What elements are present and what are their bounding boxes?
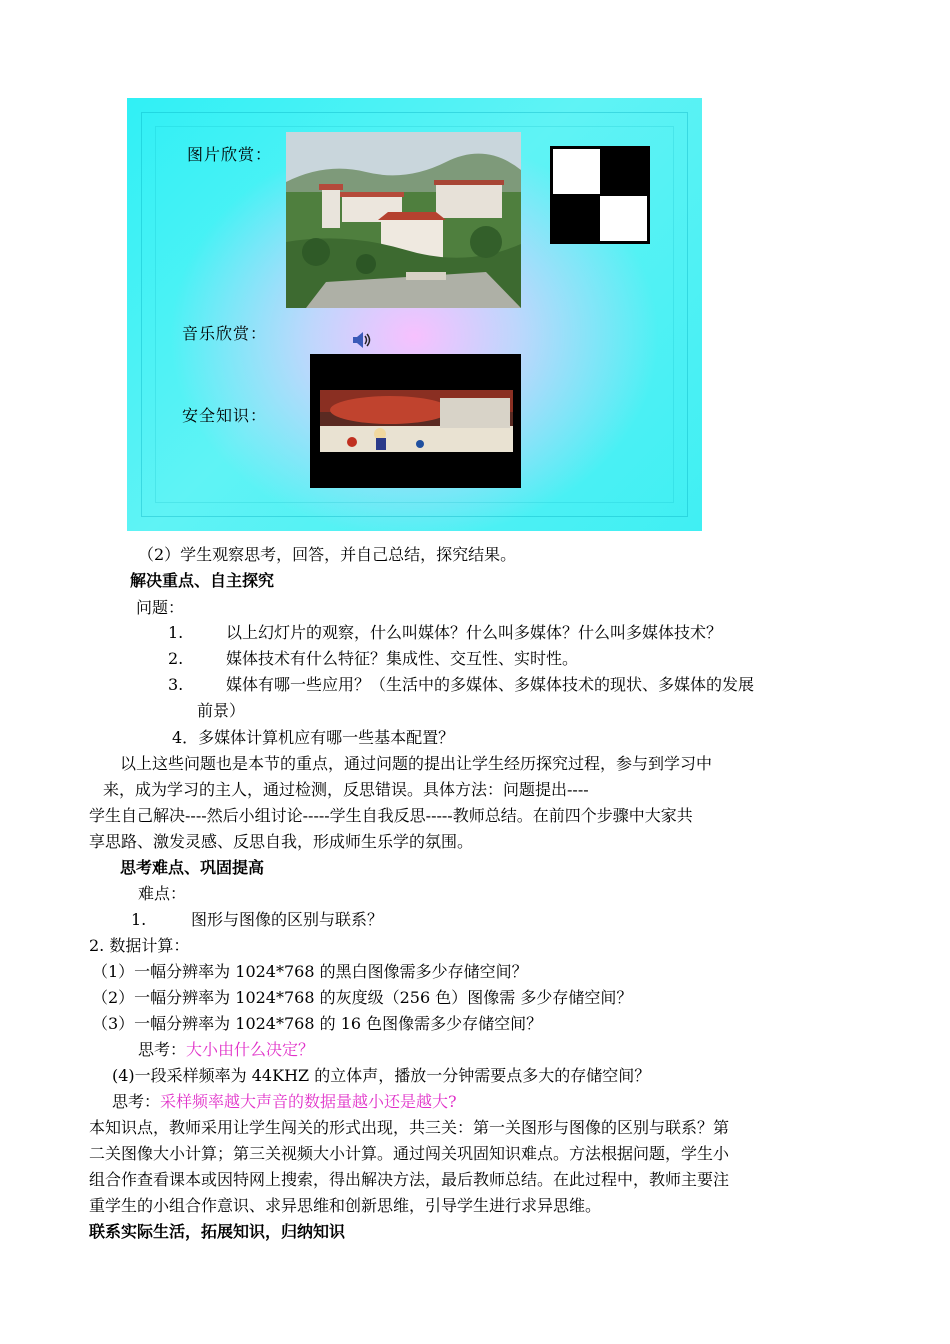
paragraph-1-line-2: 来，成为学习的主人，通过检测，反思错误。具体方法：问题提出----	[103, 780, 589, 799]
calculation-2: （2）一幅分辨率为 1024*768 的灰度级（256 色）图像需 多少存储空间？	[92, 988, 633, 1007]
checker-white-cell-bottom-right	[600, 196, 647, 241]
paragraph-2-line-1: 本知识点，教师采用让学生闯关的形式出现，共三关：第一关图形与图像的区别与联系？第	[89, 1118, 730, 1137]
paragraph-2-line-2: 二关图像大小计算；第三关视频大小计算。通过闯关巩固知识难点。方法根据问题，学生小	[89, 1144, 730, 1163]
speaker-icon[interactable]	[351, 330, 373, 350]
question-2-text: 媒体技术有什么特征？集成性、交互性、实时性。	[226, 649, 579, 668]
step-2-text: （2）学生观察思考，回答，并自己总结，探究结果。	[138, 545, 517, 564]
calculation-4: (4)一段采样频率为 44KHZ 的立体声，播放一分钟需要点多大的存储空间？	[112, 1066, 651, 1085]
checker-white-cell-top-left	[553, 149, 600, 194]
question-3-text: 媒体有哪一些应用？（生活中的多媒体、多媒体技术的现状、多媒体的发展	[226, 675, 755, 694]
paragraph-2-line-3: 组合作查看课本或因特网上搜索，得出解决方法，最后教师总结。在此过程中，教师主要注	[89, 1170, 730, 1189]
campus-photo-graphic	[286, 132, 521, 308]
question-3-number: 3.	[168, 675, 184, 694]
question-3-continued: 前景）	[197, 701, 246, 720]
question-1-text: 以上幻灯片的观察，什么叫媒体？什么叫多媒体？什么叫多媒体技术？	[226, 623, 723, 642]
think-1-highlight: 大小由什么决定？	[186, 1040, 315, 1059]
difficulty-1-text: 图形与图像的区别与联系？	[191, 910, 384, 929]
heading-key-points: 解决重点、自主探究	[130, 571, 275, 590]
difficulty-1-number: 1.	[131, 910, 147, 929]
picture-appreciation-label: 图片欣赏：	[187, 145, 273, 164]
campus-photo[interactable]	[286, 132, 521, 308]
paragraph-1-line-1: 以上这些问题也是本节的重点，通过问题的提出让学生经历探究过程，参与到学习中	[120, 754, 713, 773]
music-appreciation-label: 音乐欣赏：	[182, 324, 268, 343]
checkerboard-image[interactable]	[550, 146, 650, 244]
safety-video-player[interactable]	[310, 354, 521, 488]
think-2	[112, 1091, 457, 1113]
questions-label: 问题：	[136, 598, 185, 617]
calculation-3: （3）一幅分辨率为 1024*768 的 16 色图像需多少存储空间？	[92, 1014, 543, 1033]
paragraph-2-line-4: 重学生的小组合作意识、求异思维和创新思维，引导学生进行求异思维。	[89, 1196, 602, 1215]
speaker-icon-graphic	[351, 330, 373, 350]
difficulty-2-text: 2. 数据计算：	[89, 936, 190, 955]
heading-difficult-points: 思考难点、巩固提高	[120, 858, 265, 877]
paragraph-1-line-4: 享思路、激发灵感、反思自我，形成师生乐学的氛围。	[89, 832, 474, 851]
difficulty-label: 难点：	[138, 884, 187, 903]
calculation-1: （1）一幅分辨率为 1024*768 的黑白图像需多少存储空间？	[92, 962, 528, 981]
think-1	[138, 1039, 314, 1061]
safety-knowledge-label: 安全知识：	[182, 406, 268, 425]
question-1-number: 1.	[168, 623, 184, 642]
think-2-highlight: 采样频率越大声音的数据量越小还是越大?	[160, 1092, 457, 1111]
think-2-label: 思考：	[112, 1092, 161, 1111]
video-frame	[320, 390, 513, 452]
question-2-number: 2.	[168, 649, 184, 668]
slide-screenshot	[127, 98, 702, 531]
question-4-text: 4．多媒体计算机应有哪一些基本配置？	[172, 728, 455, 747]
heading-real-life: 联系实际生活，拓展知识，归纳知识	[89, 1222, 346, 1241]
video-frame-graphic	[320, 390, 513, 452]
paragraph-1-line-3: 学生自己解决----然后小组讨论-----学生自我反思-----教师总结。在前四个步骤中大家共	[89, 806, 693, 825]
think-1-label: 思考：	[138, 1040, 187, 1059]
